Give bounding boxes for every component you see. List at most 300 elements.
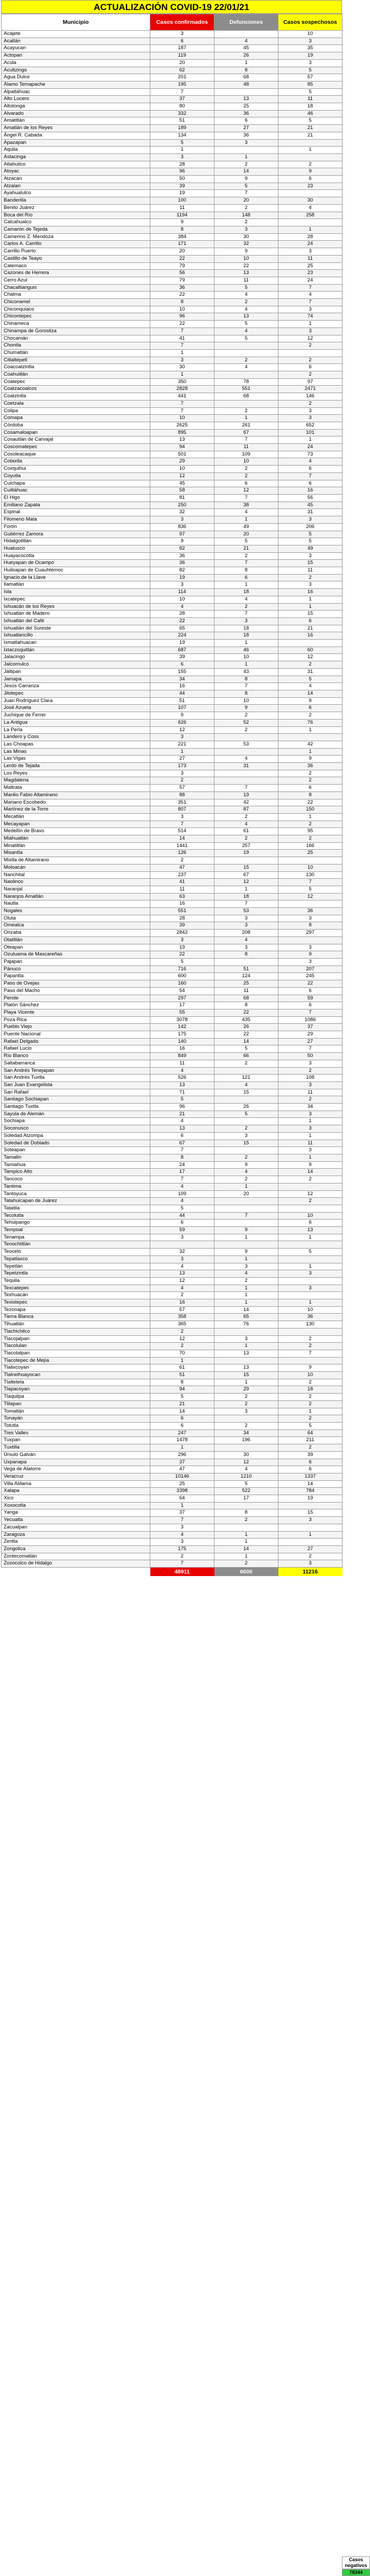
table-row bbox=[2, 1531, 342, 1539]
cell-defunciones: 1 bbox=[214, 415, 278, 422]
cell-sospechosos bbox=[278, 1241, 342, 1249]
cell-defunciones: 4 bbox=[214, 292, 278, 299]
cell-sospechosos: 3 bbox=[278, 915, 342, 922]
cell-municipio: Naranjos Amatlán bbox=[2, 893, 150, 900]
cell-defunciones: 1 bbox=[214, 640, 278, 647]
cell-municipio: Tantima bbox=[2, 1183, 150, 1190]
cell-sospechosos: 12 bbox=[278, 335, 342, 342]
table-row bbox=[2, 596, 342, 603]
cell-defunciones bbox=[214, 1502, 278, 1509]
cell-defunciones: 68 bbox=[214, 74, 278, 81]
table-row bbox=[2, 1408, 342, 1415]
cell-sospechosos: 5 bbox=[278, 538, 342, 545]
cell-confirmados: 13 bbox=[150, 1081, 214, 1089]
table-row bbox=[2, 1081, 342, 1089]
cell-municipio: San Andrés Tenejapan bbox=[2, 1067, 150, 1075]
cell-defunciones: 1 bbox=[214, 886, 278, 893]
cell-defunciones: 10 bbox=[214, 458, 278, 466]
cell-confirmados: 11 bbox=[150, 1060, 214, 1067]
table-row bbox=[2, 1089, 342, 1096]
cell-municipio: Ángel R. Cabada bbox=[2, 132, 150, 139]
table-row bbox=[2, 1423, 342, 1430]
table-row bbox=[2, 1364, 342, 1372]
cell-defunciones bbox=[214, 770, 278, 777]
cell-municipio: Amatlán de los Reyes bbox=[2, 125, 150, 132]
cell-municipio: Carlos A. Carrillo bbox=[2, 241, 150, 248]
cell-confirmados: 3398 bbox=[150, 1488, 214, 1495]
table-row bbox=[2, 1539, 342, 1546]
cell-defunciones: 9 bbox=[214, 1161, 278, 1169]
cell-municipio: Aquila bbox=[2, 147, 150, 154]
cell-municipio: Atzacan bbox=[2, 176, 150, 183]
table-row bbox=[2, 1219, 342, 1227]
cell-defunciones: 9 bbox=[214, 705, 278, 712]
cell-sospechosos bbox=[278, 349, 342, 357]
cell-confirmados: 351 bbox=[150, 799, 214, 806]
header-confirmados: Casos confirmados bbox=[150, 14, 214, 31]
table-row bbox=[2, 1517, 342, 1524]
cell-municipio: Espinal bbox=[2, 509, 150, 516]
table-row bbox=[2, 734, 342, 741]
cell-defunciones: 7 bbox=[214, 560, 278, 567]
table-row bbox=[2, 1161, 342, 1169]
table-row bbox=[2, 1024, 342, 1031]
cell-confirmados: 97 bbox=[150, 531, 214, 538]
cell-sospechosos: 36 bbox=[278, 908, 342, 915]
cell-defunciones: 13 bbox=[214, 96, 278, 103]
cell-sospechosos: 206 bbox=[278, 523, 342, 531]
cell-confirmados: 2 bbox=[150, 1343, 214, 1350]
cell-sospechosos: 28 bbox=[278, 233, 342, 241]
cell-sospechosos: 1 bbox=[278, 1299, 342, 1307]
table-body bbox=[2, 31, 342, 1568]
cell-defunciones: 3 bbox=[214, 1335, 278, 1343]
cell-municipio: Tempoal bbox=[2, 1227, 150, 1234]
table-row bbox=[2, 531, 342, 538]
cell-sospechosos: 3 bbox=[278, 1081, 342, 1089]
cell-municipio: Isla bbox=[2, 589, 150, 596]
table-row bbox=[2, 1169, 342, 1176]
cell-confirmados: 10 bbox=[150, 306, 214, 313]
cell-municipio: Úrsulo Galván bbox=[2, 1451, 150, 1459]
cell-defunciones: 2 bbox=[214, 299, 278, 306]
cell-confirmados: 2 bbox=[150, 1292, 214, 1299]
cell-municipio: Nautla bbox=[2, 900, 150, 908]
cell-confirmados: 237 bbox=[150, 871, 214, 879]
cell-municipio: Boca del Río bbox=[2, 212, 150, 219]
cell-sospechosos: 6 bbox=[278, 1459, 342, 1466]
cell-confirmados: 96 bbox=[150, 313, 214, 321]
cell-defunciones bbox=[214, 1241, 278, 1249]
cell-defunciones: 46 bbox=[214, 647, 278, 654]
cell-municipio: Ixtaczoquitlán bbox=[2, 647, 150, 654]
total-defunciones: 6600 bbox=[214, 1568, 278, 1577]
cell-sospechosos: 108 bbox=[278, 1075, 342, 1082]
cell-sospechosos: 3 bbox=[278, 59, 342, 67]
cell-defunciones: 68 bbox=[214, 995, 278, 1002]
table-row bbox=[2, 139, 342, 147]
table-row bbox=[2, 1002, 342, 1009]
cell-defunciones: 26 bbox=[214, 1104, 278, 1111]
cell-sospechosos: 39 bbox=[278, 1451, 342, 1459]
cell-confirmados: 37 bbox=[150, 1509, 214, 1517]
cell-confirmados: 82 bbox=[150, 545, 214, 552]
table-row bbox=[2, 1509, 342, 1517]
cell-confirmados: 37 bbox=[150, 96, 214, 103]
table-row bbox=[2, 502, 342, 509]
cell-confirmados: 82 bbox=[150, 567, 214, 575]
cell-municipio: San Juan Evangelista bbox=[2, 1081, 150, 1089]
cell-defunciones: 31 bbox=[214, 763, 278, 770]
cell-sospechosos bbox=[278, 1205, 342, 1212]
cell-confirmados: 142 bbox=[150, 1024, 214, 1031]
cell-confirmados: 7 bbox=[150, 1560, 214, 1568]
cell-municipio: Catemaco bbox=[2, 262, 150, 270]
cell-defunciones: 3 bbox=[214, 915, 278, 922]
cell-sospechosos: 150 bbox=[278, 806, 342, 814]
cell-defunciones bbox=[214, 371, 278, 379]
cell-sospechosos: 6 bbox=[278, 617, 342, 625]
cell-municipio: Ozuluama de Mascareñas bbox=[2, 951, 150, 959]
cell-sospechosos: 245 bbox=[278, 973, 342, 980]
cell-municipio: Yanga bbox=[2, 1509, 150, 1517]
cell-sospechosos: 3 bbox=[278, 327, 342, 335]
cell-defunciones: 2 bbox=[214, 712, 278, 720]
table-row bbox=[2, 705, 342, 712]
cell-sospechosos: 3 bbox=[278, 959, 342, 966]
cell-confirmados: 160 bbox=[150, 980, 214, 988]
cell-defunciones: 45 bbox=[214, 45, 278, 52]
cell-confirmados: 50 bbox=[150, 176, 214, 183]
cell-sospechosos: 46 bbox=[278, 110, 342, 117]
table-row bbox=[2, 1031, 342, 1039]
cell-sospechosos: 10 bbox=[278, 1372, 342, 1379]
table-row bbox=[2, 52, 342, 60]
cell-confirmados: 119 bbox=[150, 52, 214, 60]
cell-municipio: Nogales bbox=[2, 908, 150, 915]
cell-municipio: Atoyac bbox=[2, 168, 150, 176]
cell-defunciones: 6 bbox=[214, 480, 278, 487]
table-row bbox=[2, 451, 342, 458]
cell-municipio: Apazapan bbox=[2, 139, 150, 147]
cell-municipio: Sayula de Alemán bbox=[2, 1110, 150, 1118]
cell-defunciones: 13 bbox=[214, 270, 278, 277]
cell-confirmados: 94 bbox=[150, 1386, 214, 1394]
cell-sospechosos: 21 bbox=[278, 125, 342, 132]
cell-defunciones: 61 bbox=[214, 828, 278, 835]
cell-sospechosos: 5 bbox=[278, 1249, 342, 1256]
cell-municipio: Xalapa bbox=[2, 1488, 150, 1495]
table-row bbox=[2, 922, 342, 930]
cell-municipio: Otatitlán bbox=[2, 936, 150, 944]
cell-confirmados: 55 bbox=[150, 1009, 214, 1016]
cell-defunciones: 4 bbox=[214, 821, 278, 828]
cell-confirmados: 1478 bbox=[150, 1437, 214, 1444]
report-title: ACTUALIZACIÓN COVID-19 22/01/21 bbox=[1, 0, 342, 14]
cell-confirmados: 61 bbox=[150, 1364, 214, 1372]
cell-municipio: Orizaba bbox=[2, 930, 150, 937]
cell-municipio: Acultzingo bbox=[2, 67, 150, 74]
cell-sospechosos: 9 bbox=[278, 168, 342, 176]
cell-defunciones: 4 bbox=[214, 327, 278, 335]
cell-defunciones: 65 bbox=[214, 1314, 278, 1321]
table-row bbox=[2, 284, 342, 292]
cell-municipio: Coyutla bbox=[2, 472, 150, 480]
cell-confirmados: 29 bbox=[150, 458, 214, 466]
cell-sospechosos: 2 bbox=[278, 1176, 342, 1184]
cell-defunciones: 66 bbox=[214, 1053, 278, 1060]
cell-defunciones: 2 bbox=[214, 1176, 278, 1184]
cell-confirmados: 109 bbox=[150, 1190, 214, 1198]
cell-sospechosos bbox=[278, 219, 342, 226]
cell-municipio: Zentla bbox=[2, 1539, 150, 1546]
cell-municipio: Amatitlán bbox=[2, 117, 150, 125]
table-row bbox=[2, 560, 342, 567]
cell-municipio: Zongolica bbox=[2, 1545, 150, 1553]
cell-confirmados: 12 bbox=[150, 1277, 214, 1285]
cell-defunciones: 2 bbox=[214, 1423, 278, 1430]
cell-municipio: Maltrata bbox=[2, 785, 150, 792]
table-row bbox=[2, 327, 342, 335]
cell-defunciones: 2 bbox=[214, 204, 278, 212]
cell-confirmados: 16 bbox=[150, 1045, 214, 1053]
table-row bbox=[2, 886, 342, 893]
cell-municipio: Playa Vicente bbox=[2, 1009, 150, 1016]
table-row bbox=[2, 226, 342, 233]
cell-defunciones: 1 bbox=[214, 59, 278, 67]
table-row bbox=[2, 1488, 342, 1495]
cell-defunciones: 4 bbox=[214, 1081, 278, 1089]
cell-defunciones: 148 bbox=[214, 212, 278, 219]
cell-sospechosos: 6 bbox=[278, 480, 342, 487]
cell-confirmados: 807 bbox=[150, 806, 214, 814]
cell-defunciones: 29 bbox=[214, 1386, 278, 1394]
cell-sospechosos: 10 bbox=[278, 1306, 342, 1314]
cell-sospechosos: 2 bbox=[278, 1444, 342, 1452]
cell-sospechosos: 1 bbox=[278, 147, 342, 154]
cell-sospechosos: 25 bbox=[278, 262, 342, 270]
cell-confirmados: 1194 bbox=[150, 212, 214, 219]
cell-sospechosos: 6 bbox=[278, 466, 342, 473]
cell-sospechosos: 207 bbox=[278, 966, 342, 973]
table-row bbox=[2, 1016, 342, 1024]
cell-defunciones: 8 bbox=[214, 1002, 278, 1009]
table-row bbox=[2, 516, 342, 524]
cell-defunciones: 11 bbox=[214, 987, 278, 995]
cell-confirmados: 21 bbox=[150, 1110, 214, 1118]
cell-municipio: Benito Juárez bbox=[2, 204, 150, 212]
table-row bbox=[2, 697, 342, 705]
cell-municipio: Tepetzintla bbox=[2, 1270, 150, 1278]
cell-sospechosos: 24 bbox=[278, 277, 342, 284]
cell-sospechosos: 50 bbox=[278, 1053, 342, 1060]
cell-confirmados: 297 bbox=[150, 995, 214, 1002]
cell-sospechosos: 784 bbox=[278, 1488, 342, 1495]
cell-defunciones: 2 bbox=[214, 1154, 278, 1161]
cell-sospechosos: 2 bbox=[278, 161, 342, 168]
cell-defunciones: 3 bbox=[214, 1263, 278, 1270]
cell-defunciones: 1 bbox=[214, 1343, 278, 1350]
table-row bbox=[2, 495, 342, 502]
table-row bbox=[2, 712, 342, 720]
table-row bbox=[2, 1545, 342, 1553]
cell-defunciones: 5 bbox=[214, 1110, 278, 1118]
cell-defunciones: 2 bbox=[214, 161, 278, 168]
cell-sospechosos: 22 bbox=[278, 980, 342, 988]
cell-municipio: Chinameca bbox=[2, 321, 150, 328]
cell-defunciones: 12 bbox=[214, 879, 278, 886]
cell-sospechosos: 2 bbox=[278, 770, 342, 777]
table-row bbox=[2, 893, 342, 900]
cell-confirmados: 16 bbox=[150, 900, 214, 908]
cell-defunciones: 18 bbox=[214, 893, 278, 900]
cell-municipio: Tres Valles bbox=[2, 1430, 150, 1437]
cell-confirmados: 14 bbox=[150, 1408, 214, 1415]
table-row bbox=[2, 103, 342, 111]
table-row bbox=[2, 611, 342, 618]
cell-defunciones: 18 bbox=[214, 589, 278, 596]
table-row bbox=[2, 545, 342, 552]
table-row bbox=[2, 1263, 342, 1270]
cell-municipio: Landero y Coss bbox=[2, 734, 150, 741]
cell-defunciones: 26 bbox=[214, 52, 278, 60]
cell-defunciones: 5 bbox=[214, 1045, 278, 1053]
cell-municipio: Tezonapa bbox=[2, 1306, 150, 1314]
cell-sospechosos: 7 bbox=[278, 1009, 342, 1016]
cell-confirmados: 45 bbox=[150, 480, 214, 487]
table-row bbox=[2, 45, 342, 52]
table-row bbox=[2, 255, 342, 262]
cell-municipio: Gutiérrez Zamora bbox=[2, 531, 150, 538]
cell-defunciones: 2 bbox=[214, 1394, 278, 1401]
table-row bbox=[2, 1154, 342, 1161]
cell-municipio: Tuxtilla bbox=[2, 1444, 150, 1452]
cell-sospechosos: 3 bbox=[278, 1560, 342, 1568]
cell-defunciones: 1210 bbox=[214, 1473, 278, 1480]
cell-defunciones: 1 bbox=[214, 1183, 278, 1190]
table-row bbox=[2, 741, 342, 748]
cell-defunciones: 34 bbox=[214, 1430, 278, 1437]
cell-sospechosos: 85 bbox=[278, 81, 342, 88]
cell-municipio: Rafael Lucio bbox=[2, 1045, 150, 1053]
cell-sospechosos: 1 bbox=[278, 321, 342, 328]
table-row bbox=[2, 647, 342, 654]
table-row bbox=[2, 864, 342, 871]
table-row bbox=[2, 1285, 342, 1292]
cell-defunciones: 124 bbox=[214, 973, 278, 980]
cell-sospechosos: 74 bbox=[278, 313, 342, 321]
cell-sospechosos: 36 bbox=[278, 1314, 342, 1321]
cell-municipio: Soteapan bbox=[2, 1147, 150, 1154]
cell-confirmados: 88 bbox=[150, 791, 214, 799]
cell-sospechosos: 4 bbox=[278, 292, 342, 299]
cell-municipio: Tlacolulan bbox=[2, 1343, 150, 1350]
cell-sospechosos: 297 bbox=[278, 930, 342, 937]
cell-defunciones: 11 bbox=[214, 277, 278, 284]
cell-sospechosos: 2 bbox=[278, 712, 342, 720]
cell-municipio: Nanchital bbox=[2, 871, 150, 879]
cell-sospechosos: 258 bbox=[278, 212, 342, 219]
cell-municipio: Santiago Tuxtla bbox=[2, 1104, 150, 1111]
cell-municipio: Cosautlán de Carvajal bbox=[2, 436, 150, 444]
cell-defunciones: 2 bbox=[214, 407, 278, 415]
cell-sospechosos: 45 bbox=[278, 502, 342, 509]
cell-confirmados: 140 bbox=[150, 1038, 214, 1045]
cell-defunciones: 10 bbox=[214, 697, 278, 705]
cell-defunciones: 2 bbox=[214, 552, 278, 560]
cell-confirmados: 81 bbox=[150, 495, 214, 502]
cell-sospechosos: 146 bbox=[278, 393, 342, 400]
cell-confirmados: 3 bbox=[150, 1524, 214, 1531]
table-row bbox=[2, 1104, 342, 1111]
cell-defunciones bbox=[214, 349, 278, 357]
cell-confirmados: 51 bbox=[150, 117, 214, 125]
table-row bbox=[2, 466, 342, 473]
cell-confirmados: 224 bbox=[150, 632, 214, 640]
cell-municipio: Tantoyuca bbox=[2, 1190, 150, 1198]
table-row bbox=[2, 321, 342, 328]
cell-sospechosos: 9 bbox=[278, 951, 342, 959]
cell-confirmados: 7 bbox=[150, 400, 214, 407]
table-row bbox=[2, 422, 342, 429]
cell-confirmados: 30 bbox=[150, 364, 214, 371]
cell-sospechosos: 1 bbox=[278, 1132, 342, 1140]
cell-municipio: Juchique de Ferrer bbox=[2, 712, 150, 720]
cell-sospechosos: 166 bbox=[278, 842, 342, 850]
table-row bbox=[2, 1335, 342, 1343]
table-row bbox=[2, 835, 342, 843]
cell-confirmados: 3 bbox=[150, 1255, 214, 1263]
cell-defunciones: 7 bbox=[214, 1212, 278, 1219]
cell-confirmados: 57 bbox=[150, 785, 214, 792]
cell-defunciones: 67 bbox=[214, 871, 278, 879]
cell-confirmados: 79 bbox=[150, 262, 214, 270]
cell-defunciones: 9 bbox=[214, 1249, 278, 1256]
cell-defunciones: 19 bbox=[214, 791, 278, 799]
cell-defunciones: 4 bbox=[214, 364, 278, 371]
cell-sospechosos: 6 bbox=[278, 785, 342, 792]
cell-municipio: Hidalgotitlán bbox=[2, 538, 150, 545]
table-row bbox=[2, 342, 342, 350]
table-row bbox=[2, 806, 342, 814]
cell-sospechosos: 12 bbox=[278, 893, 342, 900]
cell-municipio: Zacualpan bbox=[2, 1524, 150, 1531]
cell-defunciones: 43 bbox=[214, 668, 278, 676]
cell-defunciones: 20 bbox=[214, 531, 278, 538]
cell-municipio: Jáltipan bbox=[2, 668, 150, 676]
cell-confirmados: 1 bbox=[150, 371, 214, 379]
cell-municipio: Mariano Escobedo bbox=[2, 799, 150, 806]
cell-confirmados: 54 bbox=[150, 987, 214, 995]
cell-sospechosos bbox=[278, 936, 342, 944]
table-row bbox=[2, 1394, 342, 1401]
cell-confirmados: 687 bbox=[150, 647, 214, 654]
table-row bbox=[2, 850, 342, 857]
cell-defunciones: 4 bbox=[214, 306, 278, 313]
cell-sospechosos: 6 bbox=[278, 1219, 342, 1227]
cell-municipio: Las Minas bbox=[2, 748, 150, 755]
cell-confirmados: 107 bbox=[150, 705, 214, 712]
header-defunciones: Defunciones bbox=[214, 14, 278, 31]
cell-municipio: Tequila bbox=[2, 1277, 150, 1285]
cell-municipio: Ixhuatlán del Sureste bbox=[2, 625, 150, 632]
table-row bbox=[2, 915, 342, 922]
cell-sospechosos: 4 bbox=[278, 204, 342, 212]
cell-sospechosos: 2 bbox=[278, 1335, 342, 1343]
cell-sospechosos: 1 bbox=[278, 1531, 342, 1539]
cell-sospechosos bbox=[278, 1524, 342, 1531]
table-row bbox=[2, 1430, 342, 1437]
